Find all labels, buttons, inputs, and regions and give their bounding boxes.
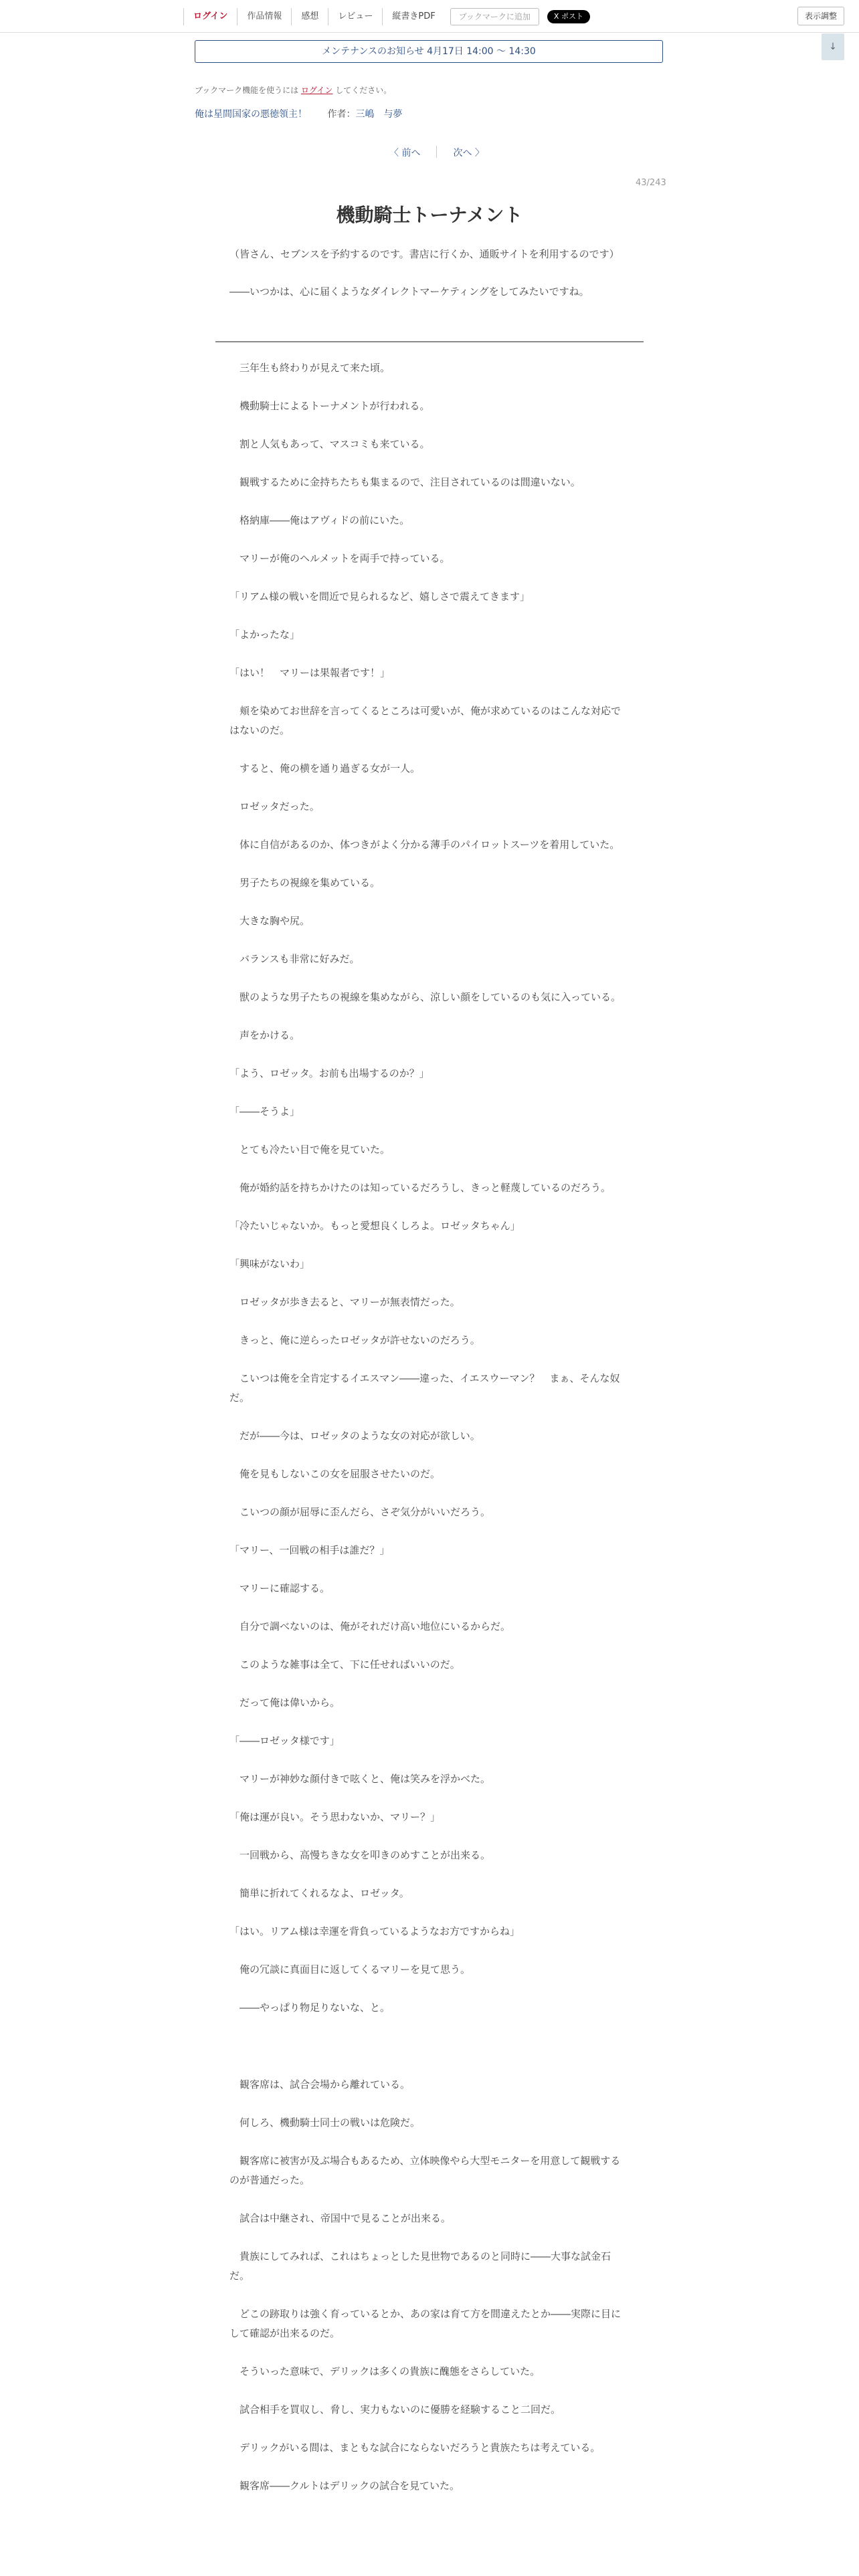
add-bookmark-button[interactable]: ブックマークに追加	[450, 8, 539, 25]
body-paragraph: 機動騎士によるトーナメントが行われる。	[229, 400, 430, 412]
body-paragraph: 「――ロゼッタ様です」	[229, 1735, 340, 1747]
pager-divider	[436, 146, 437, 158]
body-paragraph: 何しろ、機動騎士同士の戦いは危険だ。	[229, 2117, 421, 2129]
body-paragraph: 「俺は運が良い。そう思わないか、マリー？」	[229, 1811, 441, 1823]
episode-body	[229, 358, 627, 2514]
body-paragraph: 「よかったな」	[229, 629, 300, 641]
work-title-link[interactable]: 俺は星間国家の悪徳領主！	[195, 109, 307, 120]
body-paragraph: マリーに確認する。	[229, 1582, 330, 1594]
body-paragraph: 三年生も終わりが見えて来た頃。	[229, 362, 391, 374]
body-paragraph: このような雑事は全て、下に任せればいいのだ。	[229, 1658, 460, 1671]
foreword-divider	[215, 341, 644, 342]
body-paragraph: 「冷たいじゃないか。もっと愛想良くしろよ。ロゼッタちゃん」	[229, 1220, 520, 1232]
body-paragraph: 俺を見もしないこの女を屈服させたいのだ。	[229, 1468, 441, 1480]
nav-login[interactable]: ログイン	[183, 8, 237, 25]
author-label: 作者：	[327, 109, 356, 120]
nav-impressions[interactable]: 感想	[291, 8, 328, 25]
header-nav	[183, 8, 590, 25]
nav-vertical-pdf[interactable]: 縦書きPDF	[382, 8, 444, 25]
body-paragraph: 試合相手を買収し、脅し、実力もないのに優勝を経験すること二回だ。	[229, 2403, 561, 2416]
login-link[interactable]: ログイン	[300, 86, 333, 95]
foreword-paragraph: （皆さん、セブンスを予約するのです。書店に行くか、通販サイトを利用するのです）	[229, 248, 619, 260]
nav-review[interactable]: レビュー	[328, 8, 382, 25]
body-paragraph: 「興味がないわ」	[229, 1258, 310, 1270]
body-paragraph: 体に自信があるのか、体つきがよく分かる薄手のパイロットスーツを着用していた。	[229, 839, 620, 851]
body-paragraph: 自分で調べないのは、俺がそれだけ高い地位にいるからだ。	[229, 1620, 511, 1632]
work-info-line	[195, 107, 402, 120]
body-paragraph: 俺が婚約話を持ちかけたのは知っているだろうし、きっと軽蔑しているのだろう。	[229, 1182, 611, 1194]
nav-work-info[interactable]: 作品情報	[237, 8, 291, 25]
body-paragraph: だって俺は偉いから。	[229, 1697, 341, 1709]
display-settings-button[interactable]: 表示調整	[797, 7, 844, 25]
body-paragraph: 「はい。リアム様は幸運を背負っているようなお方ですからね」	[229, 1925, 520, 1937]
body-paragraph: 観客席は、試合会場から離れている。	[229, 2078, 411, 2090]
prev-episode-link[interactable]: 〈 前へ	[389, 148, 421, 158]
body-paragraph: 簡単に折れてくれるなよ、ロゼッタ。	[229, 1887, 409, 1899]
body-paragraph: デリックがいる間は、まともな試合にならないだろうと貴族たちは考えている。	[229, 2442, 601, 2454]
body-paragraph: どこの跡取りは強く育っているとか、あの家は育て方を間違えたとか――実際に目にして確認が出来るのだ。	[229, 2308, 622, 2339]
foreword	[229, 245, 627, 320]
foreword-paragraph: ――いつかは、心に届くようなダイレクトマーケティングをしてみたいですね。	[229, 286, 589, 298]
author-link[interactable]: 三嶋 与夢	[355, 109, 403, 120]
body-paragraph: 大きな胸や尻。	[229, 915, 310, 927]
body-paragraph: 割と人気もあって、マスコミも来ている。	[229, 438, 430, 450]
body-paragraph: 貴族にしてみれば、これはちょっとした見世物であるのと同時に――大事な試金石だ。	[229, 2250, 611, 2282]
body-paragraph	[229, 2036, 627, 2075]
body-paragraph: こいつの顔が屈辱に歪んだら、さぞ気分がいいだろう。	[229, 1506, 491, 1518]
episode-pager	[381, 146, 492, 159]
body-paragraph: マリーが神妙な顔付きで呟くと、俺は笑みを浮かべた。	[229, 1773, 491, 1785]
top-navigation-bar	[0, 0, 859, 33]
body-paragraph: ロゼッタだった。	[229, 800, 320, 813]
body-paragraph: 声をかける。	[229, 1029, 300, 1041]
body-paragraph: 観戦するために金持ちたちも集まるので、注目されているのは間違いない。	[229, 476, 581, 488]
x-post-button[interactable]: X ポスト	[547, 10, 590, 23]
body-paragraph: そういった意味で、デリックは多くの貴族に醜態をさらしていた。	[229, 2365, 541, 2377]
chapter-title: 機動騎士トーナメント	[336, 204, 523, 226]
body-paragraph: こいつは俺を全肯定するイエスマン――違った、イエスウーマン？ まぁ、そんな奴だ。	[229, 1372, 620, 1404]
body-paragraph: 格納庫――俺はアヴィドの前にいた。	[229, 514, 410, 526]
body-paragraph: ――やっぱり物足りないな、と。	[229, 2002, 391, 2014]
body-paragraph: とても冷たい目で俺を見ていた。	[229, 1144, 391, 1156]
episode-counter: 43/243	[636, 178, 666, 188]
body-paragraph: 「はい！ マリーは果報者です！」	[229, 667, 391, 679]
scroll-down-icon[interactable]: ↓	[822, 33, 844, 60]
bookmark-login-note	[195, 84, 391, 96]
body-paragraph: 「マリー、一回戦の相手は誰だ？」	[229, 1544, 390, 1556]
bookmark-note-suffix: してください。	[332, 86, 392, 95]
body-paragraph: きっと、俺に逆らったロゼッタが許せないのだろう。	[229, 1334, 480, 1346]
body-paragraph: 男子たちの視線を集めている。	[229, 877, 381, 889]
body-paragraph: 獣のような男子たちの視線を集めながら、涼しい顔をしているのも気に入っている。	[229, 991, 622, 1003]
body-paragraph: 頬を染めてお世辞を言ってくるところは可愛いが、俺が求めているのはこんな対応ではないのだ。	[229, 705, 622, 736]
body-paragraph: バランスも非常に好みだ。	[229, 953, 360, 965]
body-paragraph: 観客席――クルトはデリックの試合を見ていた。	[229, 2480, 460, 2492]
body-paragraph: マリーが俺のヘルメットを両手で持っている。	[229, 552, 450, 564]
bookmark-note-prefix: ブックマーク機能を使うには	[195, 86, 301, 95]
body-paragraph: 「――そうよ」	[229, 1105, 300, 1117]
body-paragraph: 「リアム様の戦いを間近で見られるなど、嬉しさで震えてきます」	[229, 591, 530, 603]
next-episode-link[interactable]: 次へ 〉	[453, 148, 484, 158]
maintenance-notice-link[interactable]: メンテナンスのお知らせ 4月17日 14:00 〜 14:30	[195, 40, 663, 63]
body-paragraph: すると、俺の横を通り過ぎる女が一人。	[229, 762, 421, 774]
body-paragraph: 試合は中継され、帝国中で見ることが出来る。	[229, 2212, 451, 2224]
body-paragraph: 観客席に被害が及ぶ場合もあるため、立体映像やら大型モニターを用意して観戦するのが普通だった。	[229, 2155, 621, 2186]
body-paragraph: だが――今は、ロゼッタのような女の対応が欲しい。	[229, 1430, 480, 1442]
body-paragraph: ロゼッタが歩き去ると、マリーが無表情だった。	[229, 1296, 460, 1308]
body-paragraph: 俺の冗談に真面目に返してくるマリーを見て思う。	[229, 1963, 471, 1975]
body-paragraph: 一回戦から、高慢ちきな女を叩きのめすことが出来る。	[229, 1849, 491, 1861]
body-paragraph: 「よう、ロゼッタ。お前も出場するのか？」	[229, 1067, 430, 1079]
